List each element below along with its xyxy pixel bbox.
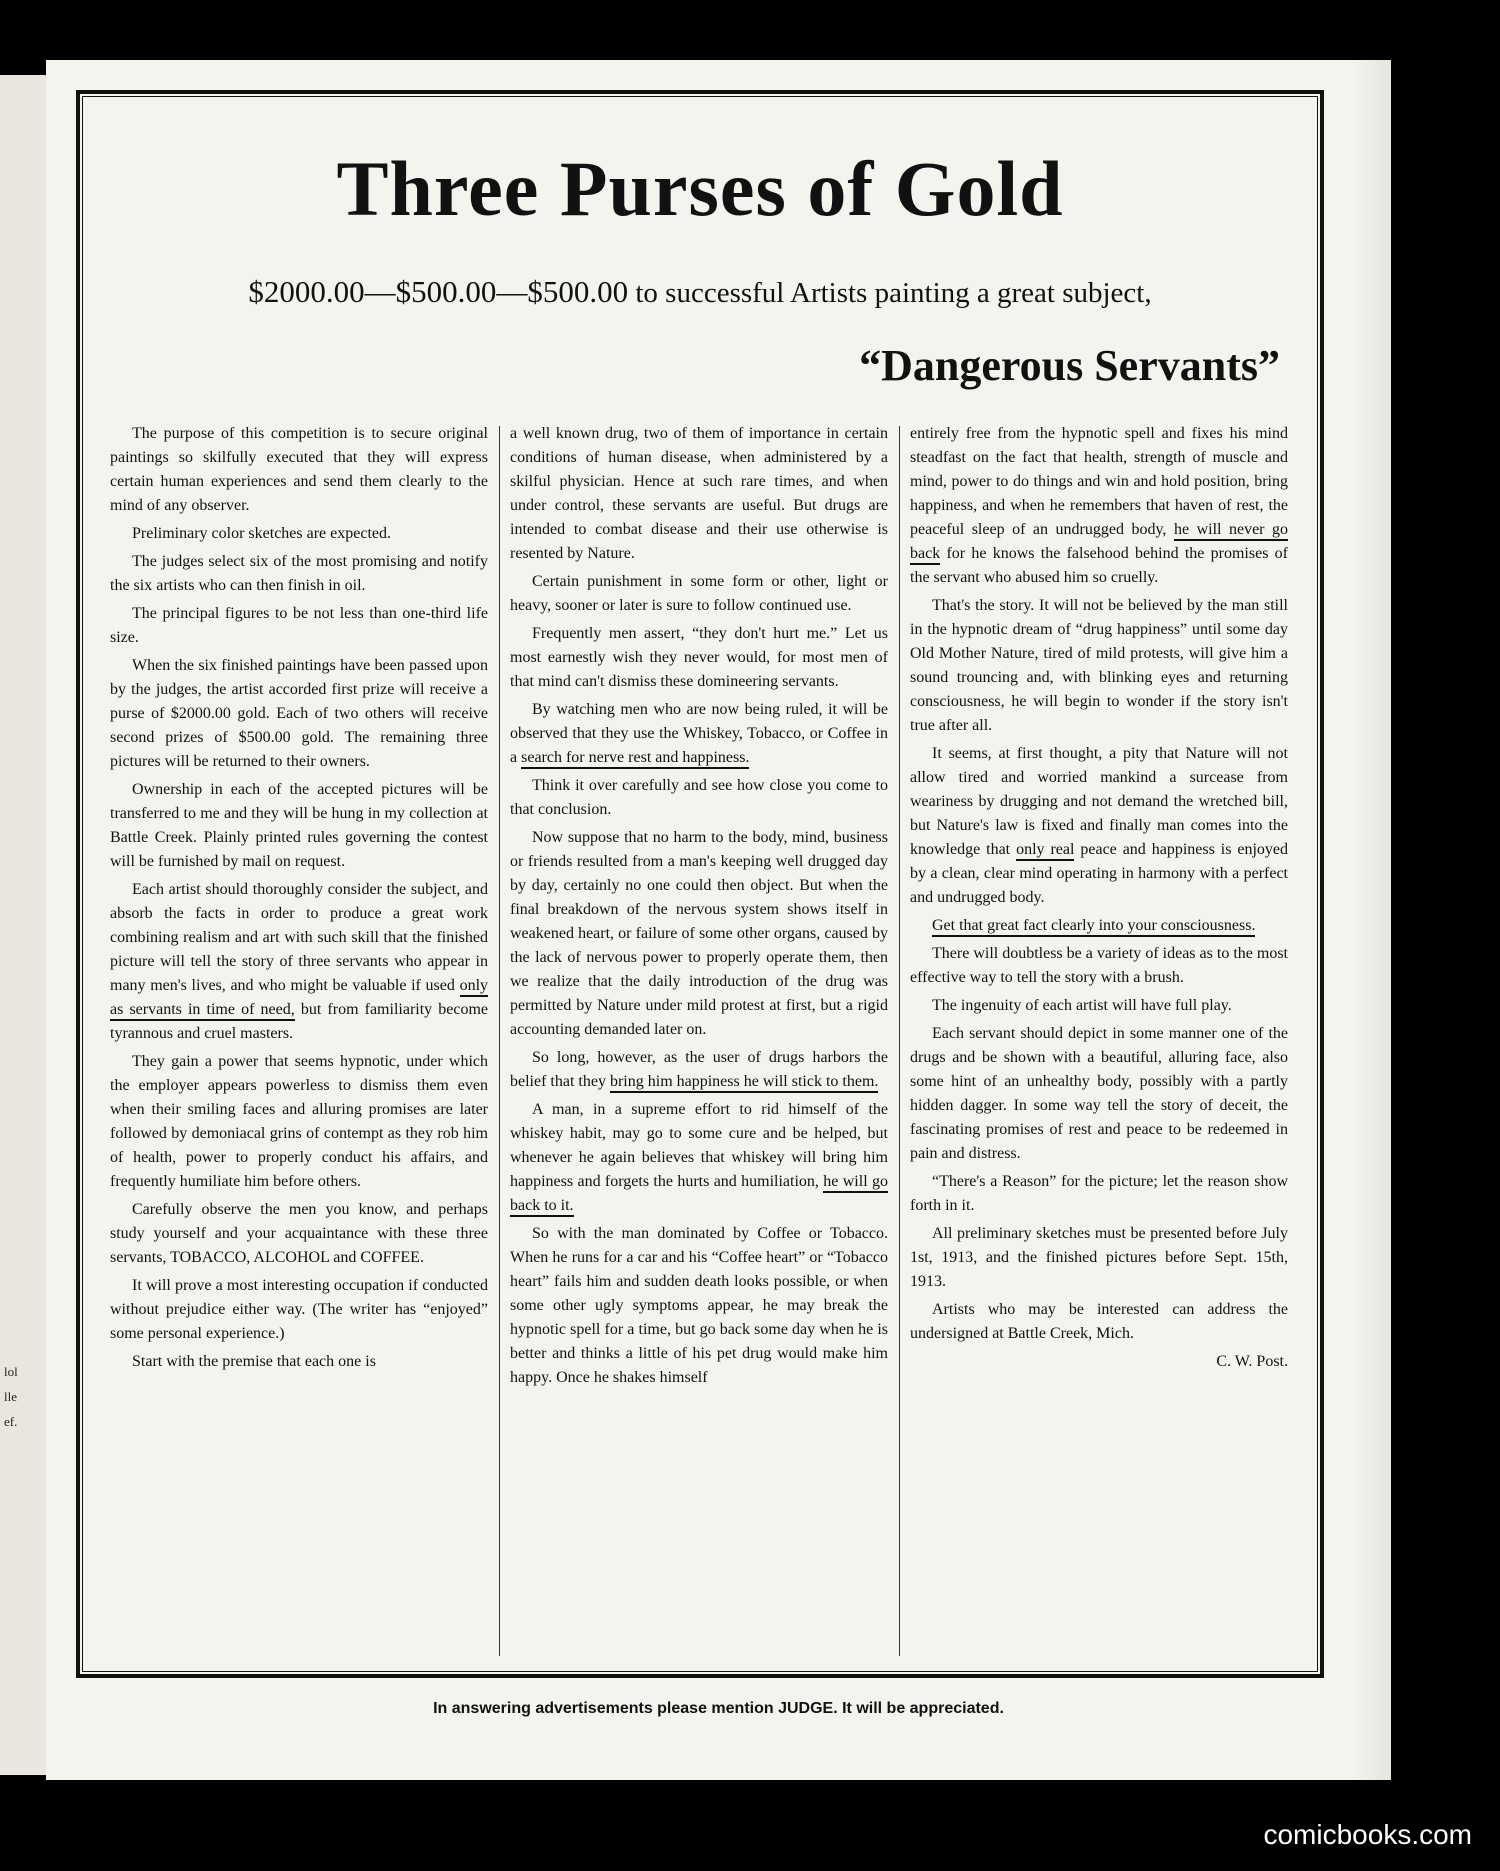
paragraph (110, 878, 488, 1046)
column-divider (899, 426, 900, 1656)
text-run: So long, however, as the user of drugs harbors the belief that they (510, 1049, 888, 1090)
text-run: It seems, at first thought, a pity that Nature will not allow tired and worried mankind a surcease from weariness by drugging and not demand the wretched bill, but Nature's law is fixed and finally man comes into the knowledge that (910, 745, 1288, 858)
paragraph: Certain punishment in some form or other, light or heavy, sooner or later is sure to follow continued use. (510, 573, 888, 614)
paragraph: Carefully observe the men you know, and perhaps study yourself and your acquaintance with these three servants, TOBACCO, ALCOHOL and COFFEE. (110, 1201, 488, 1266)
paragraph (910, 914, 1288, 938)
ad-title: Three Purses of Gold (336, 145, 1064, 232)
prize-amounts: $2000.00—$500.00—$500.00 (248, 274, 629, 309)
text-run: peace and happiness is enjoyed by a clean, clear mind operating in harmony with a perfect and undrugged body. (910, 841, 1289, 906)
text-run: Each artist should thoroughly consider the subject, and absorb the facts in order to produce a great work combining realism and art with such skill that the finished picture will tell the story of three servants who appear in many men's lives, and who might be valuable if used (110, 881, 488, 994)
advertisement-frame (76, 90, 1324, 1678)
paragraph: Ownership in each of the accepted pictures will be transferred to me and they will be hung in my collection at Battle Creek. Plainly printed rules governing the contest will be furnished by mail on request. (110, 781, 488, 870)
text-run: entirely free from the hypnotic spell and fixes his mind steadfast on the fact that health, strength of muscle and mind, power to do things and win and hold position, bring happiness, and when he remembers that haven of rest, the peaceful sleep of an undrugged body, (910, 425, 1288, 538)
paragraph (910, 422, 1288, 590)
column-3 (910, 422, 1288, 1662)
paragraph (510, 1098, 888, 1218)
text-run: By watching men who are now being ruled, it will be observed that they use the Whiskey, Tobacco, or Coffee in a (510, 701, 888, 766)
underlined-text: he will never go back (910, 521, 1288, 565)
paragraph: Preliminary color sketches are expected. (132, 525, 391, 542)
left-page-fragment: lol (4, 1364, 18, 1379)
paragraph: The principal figures to be not less than one-third life size. (110, 605, 488, 646)
underlined-text: bring him happiness he will stick to them. (610, 1073, 878, 1093)
paragraph: They gain a power that seems hypnotic, under which the employer appears powerless to dismiss them even when their smiling faces and alluring promises are later followed by demoniacal grins of contempt as they rob him of health, power to properly conduct his affairs, and frequently humiliate him before others. (110, 1053, 488, 1190)
paragraph: Now suppose that no harm to the body, mind, business or friends resulted from a man's keeping well drugged day by day, certainly no one could then object. But when the final breakdown of the nervous system shows itself in weakened heart, or failure of some other organs, caused by the lack of nervous power to properly operate them, then we realize that the daily introduction of the drug was permitted by Nature under mild protest at first, but a rigid accounting demanded later on. (510, 829, 888, 1038)
ad-subtitle (80, 274, 1320, 310)
left-page-fragment: lle (4, 1389, 17, 1404)
paragraph: It will prove a most interesting occupation if conducted without prejudice either way. (The writer has “enjoyed” some personal experience.) (110, 1277, 488, 1342)
paragraph (910, 742, 1288, 910)
text-run: for he knows the falsehood behind the promises of the servant who abused him so cruelly. (910, 545, 1289, 586)
paragraph: Artists who may be interested can address the undersigned at Battle Creek, Mich. (910, 1301, 1288, 1342)
signature: C. W. Post. (1216, 1353, 1288, 1370)
paragraph: “There's a Reason” for the picture; let the reason show forth in it. (910, 1173, 1288, 1214)
paragraph: The ingenuity of each artist will have full play. (932, 997, 1232, 1014)
text-run: but from familiarity become tyrannous and cruel masters. (110, 1001, 489, 1042)
paragraph: All preliminary sketches must be presented before July 1st, 1913, and the finished pictures before Sept. 15th, 1913. (910, 1225, 1288, 1290)
paragraph: a well known drug, two of them of importance in certain conditions of human disease, when administered by a skilful physician. Hence at such rare times, and when under control, these servants are useful. But drugs are intended to combat disease and their use otherwise is resented by Nature. (510, 425, 888, 562)
column-divider (499, 426, 500, 1656)
paragraph: The judges select six of the most promising and notify the six artists who can then finish in oil. (110, 553, 488, 594)
paragraph: When the six finished paintings have been passed upon by the judges, the artist accorded first prize will receive a purse of $2000.00 gold. Each of two others will receive second prizes of $500.00 gold. The remaining three pictures will be returned to their owners. (110, 657, 488, 770)
text-run: A man, in a supreme effort to rid himself of the whiskey habit, may go to some cure and be helped, but whenever he again believes that whiskey will bring him happiness and forgets the hurts and humiliation, (510, 1101, 888, 1190)
footer-note: In answering advertisements please mention JUDGE. It will be appreciated. (433, 1700, 1004, 1717)
subject-heading: “Dangerous Servants” (859, 341, 1280, 390)
paragraph: The purpose of this competition is to secure original paintings so skilfully executed that they will express certain human experiences and send them clearly to the mind of any observer. (110, 425, 488, 514)
paragraph: Each servant should depict in some manner one of the drugs and be shown with a beautiful, alluring face, also some hint of an unhealthy body, possibly with a partly hidden dagger. In some way tell the story of deceit, the fascinating promises of rest and peace to be redeemed in pain and distress. (910, 1025, 1288, 1162)
column-1 (110, 422, 488, 1662)
magazine-page (46, 60, 1391, 1780)
paragraph: Start with the premise that each one is (132, 1353, 376, 1370)
paragraph: There will doubtless be a variety of ideas as to the most effective way to tell the story with a brush. (910, 945, 1288, 986)
underlined-text: only as servants in time of need, (110, 977, 488, 1021)
paragraph: That's the story. It will not be believed by the man still in the hypnotic dream of “drug happiness” until some day Old Mother Nature, tired of mild protests, will give him a sound trouncing and, with blinking eyes and returning consciousness, he will begin to wonder if the story isn't true after all. (910, 597, 1288, 734)
paragraph: So with the man dominated by Coffee or Tobacco. When he runs for a car and his “Coffee heart” or “Tobacco heart” fails him and sudden death looks possible, or when some other ugly symptoms appear, he may break the hypnotic spell for a time, but go back some day when he is better and thinks a little of his pet drug would make him happy. Once he shakes himself (510, 1225, 888, 1386)
underlined-text: he will go back to it. (510, 1173, 888, 1217)
underlined-text: search for nerve rest and happiness. (521, 749, 749, 769)
watermark: comicbooks.com (1263, 1819, 1472, 1850)
paragraph: Think it over carefully and see how close you come to that conclusion. (510, 777, 888, 818)
paragraph: Frequently men assert, “they don't hurt me.” Let us most earnestly wish they never would, for most men of that mind can't dismiss these domineering servants. (510, 625, 888, 690)
subtitle-text: to successful Artists painting a great subject, (635, 277, 1152, 309)
left-page-fragment: ef. (4, 1414, 18, 1429)
underlined-text: only real (1016, 841, 1074, 861)
paragraph (510, 698, 888, 770)
column-2 (510, 422, 888, 1662)
paragraph (510, 1046, 888, 1094)
underlined-text: Get that great fact clearly into your consciousness. (932, 917, 1255, 937)
article-columns (110, 422, 1290, 1662)
